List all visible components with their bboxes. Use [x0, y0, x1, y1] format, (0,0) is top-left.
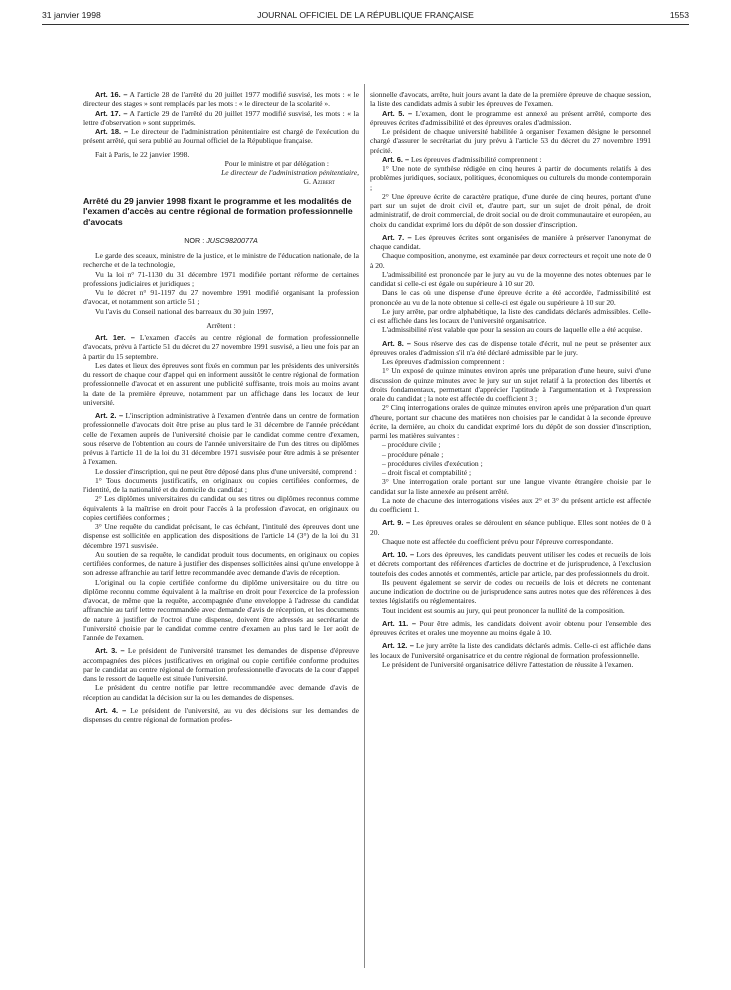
article-7-para-3: L'admissibilité est prononcée par le jury au vu de la moyenne des notes obtenues par le candidat si celle-ci est égale ou supérieure à 10 sur 20.: [370, 269, 651, 288]
article-7-para-5: Le jury arrête, par ordre alphabétique, la liste des candidats déclarés admissibles. Celle-ci est affichée dans les locaux de l'université organisatrice.: [370, 306, 651, 325]
signer-title: Le directeur de l'administration pénitentiaire,: [221, 168, 359, 177]
article-2: Art. 2. – L'inscription administrative à l'examen d'entrée dans un centre de formation professionnelle d'avocats doit être prise au plus tard le 31 décembre de l'année précédant celle de l'examen auprès de l'université choisie par le candidat comme centre d'examen, sous réserve de l'obtention au cours de l'année universitaire de l'un des titres ou diplômes prévus à l'article 11 de la loi du 31 décembre 1971 susvisée pour être admis à se présenter à l'examen.: [83, 411, 359, 467]
article-9-para-2: Chaque note est affectée du coefficient prévu pour l'épreuve correspondante.: [382, 536, 614, 546]
nor-reference: NOR : JUSC9820077A: [184, 235, 258, 245]
article-10-para-2: Ils peuvent également se servir de codes ou recueils de lois et décrets ne contenant aucune indication de doctrine ou de jurisprudence sans autres notes que des références à des textes législatifs ou réglementaires.: [370, 577, 651, 606]
article-9: Art. 9. – Les épreuves orales se déroulent en séance publique. Elles sont notées de 0 à 20.: [370, 518, 652, 537]
article-1-para-2: Les dates et lieux des épreuves sont fixés en commun par les présidents des universités du ressort de chaque cour d'appel qui en informent aussitôt le centre régional de formation professionnelle d'avocat et en assurent une publicité suffisante, trois mois au moins avant la date de la première épreuve, notamment par un affichage dans les locaux de leur université.: [83, 360, 359, 407]
article-8-para-3: La note de chacune des interrogations visées aux 2° et 3° du présent article est affectée du coefficient 1.: [370, 495, 651, 514]
column-divider: [364, 84, 365, 968]
page-header: [42, 8, 689, 22]
article-10-para-3: Tout incident est soumis au jury, qui peut prononcer la nullité de la composition.: [382, 605, 625, 615]
article-6-item-1: 1° Une note de synthèse rédigée en cinq heures à partir de documents relatifs à des problèmes juridiques, sociaux, politiques, économiques ou culturels du monde contemporain ;: [370, 164, 651, 192]
article-5: Art. 5. – L'examen, dont le programme est annexé au présent arrêté, comporte des épreuves écrites d'admissibilité et des épreuves orales d'admission.: [370, 108, 651, 127]
header-page-number: 1553: [669, 10, 689, 20]
list-item: – procédures civiles d'exécution ;: [382, 458, 483, 468]
article-2-item-3: 3° Une requête du candidat précisant, le cas échéant, l'intitulé des épreuves dont une dispense est sollicitée en application des dispositions de l'article 14 (3°) de la loi du 31 décembre 1971 susvisée.: [83, 522, 359, 550]
article-7: Art. 7. – Les épreuves écrites sont organisées de manière à préserver l'anonymat de chaque candidat.: [370, 232, 651, 251]
article-4-continued: sionnelle d'avocats, arrête, huit jours avant la date de la première épreuve de chaque session, la liste des candidats admis à subir les épreuves de l'examen.: [370, 90, 651, 109]
article-2-item-2: 2° Les diplômes universitaires du candidat ou ses titres ou diplômes reconnus comme équivalents à la maîtrise en droit pour l'accès à la profession d'avocat, en originaux ou copies certifiées conformes ;: [83, 494, 359, 522]
article-1: Art. 1er. – L'examen d'accès au centre régional de formation professionnelle d'avocats, prévu à l'article 51 du décret du 27 novembre 1991 susvisé, a lieu une fois par an à partir du 15 septembre.: [83, 333, 360, 361]
article-2-para-3: Au soutien de sa requête, le candidat produit tous documents, en originaux ou copies certifiées conformes, de nature à justifier des dispenses sollicitées ainsi qu'une enveloppe à son adresse affranchie au tarif lettre recommandée avec demande d'avis de réception.: [83, 549, 359, 578]
visa-3: Vu l'avis du Conseil national des barreaux du 30 juin 1997,: [95, 306, 274, 316]
article-10: Art. 10. – Lors des épreuves, les candidats peuvent utiliser les codes et recueils de lois et décrets comportant des références d'articles de doctrine et de jurisprudence, à l'exclusion toutefois des codes annotés et commentés, article par article, par des professionnels du droit.: [370, 550, 651, 578]
article-4: Art. 4. – Le président de l'université, au vu des décisions sur les demandes de dispenses du centre régional de formation profes-: [83, 705, 360, 725]
left-column: [83, 90, 359, 724]
list-item: – droit fiscal et comptabilité ;: [382, 468, 472, 477]
article-18: Art. 18. – Le directeur de l'administration pénitentiaire est chargé de l'exécution du présent arrêté, qui sera publié au Journal officiel de la République française.: [83, 127, 359, 146]
article-3-para-2: Le président du centre notifie par lettre recommandée avec demande d'avis de réception au candidat la décision sur la ou les demandes de dispenses.: [83, 683, 359, 702]
article-8-item-2: 2° Cinq interrogations orales de quinze minutes environ après une préparation d'un quart d'heure, portant sur chacune des matières non choisies par le candidat à la seconde épreuve écrite, la dernière, au choix du candidat exprimé lors du dépôt de son dossier d'inscription, parmi les matières suivantes :: [370, 403, 651, 440]
header-rule: [42, 24, 689, 25]
article-12-para-2: Le président de l'université organisatrice délivre l'attestation de réussite à l'examen.: [382, 659, 634, 669]
delegation-line: Pour le ministre et par délégation :: [224, 158, 329, 168]
fait-a-paris: Fait à Paris, le 22 janvier 1998.: [95, 149, 190, 159]
article-6: Art. 6. – Les épreuves d'admissibilité comprennent :: [382, 154, 542, 164]
article-8: Art. 8. – Sous réserve des cas de dispense totale d'écrit, nul ne peut se présenter aux épreuves orales d'admission s'il n'a été déclaré admissible par le jury.: [370, 338, 652, 357]
article-2-item-1: 1° Tous documents justificatifs, en originaux ou copies certifiées conformes, de l'identité, de la nationalité et du domicile du candidat ;: [83, 475, 359, 495]
article-7-para-4: Dans le cas où une dispense d'une épreuve écrite a été accordée, l'admissibilité est prononcée au vu de la note obtenue si celle-ci est égale ou supérieure à 10 sur 20.: [370, 288, 651, 307]
signer-name: G. Azibert: [303, 177, 335, 187]
article-8-para-2: Les épreuves d'admission comprennent :: [382, 357, 505, 366]
article-2-para-2: Le dossier d'inscription, qui ne peut être déposé dans plus d'une université, comprend :: [95, 466, 357, 476]
visa-2: Vu le décret n° 91-1197 du 27 novembre 1991 modifié organisant la profession d'avocat, et notamment son article 51 ;: [83, 288, 359, 307]
list-item: – procédure pénale ;: [382, 449, 444, 459]
list-item: – procédure civile ;: [382, 440, 441, 450]
article-2-para-4: L'original ou la copie certifiée conforme du diplôme universitaire ou du titre ou diplôme reconnu comme équivalent à la maîtrise en droit pour l'exercice de la profession d'avocat, de même que la requête, accompagnée d'une enveloppe à l'adresse du candidat affranchie au tarif lettre recommandée avec demande d'avis de réception, et les documents de nature à justifier de l'octroi d'une dispense, doivent être adressés au secrétariat de l'université choisie par le candidat comme centre d'examen au plus tard le 1er août de l'année de l'examen.: [83, 577, 359, 643]
article-7-para-6: L'admissibilité n'est valable que pour la session au cours de laquelle elle a été acquise.: [382, 325, 643, 335]
article-6-item-2: 2° Une épreuve écrite de caractère pratique, d'une durée de cinq heures, portant d'une part sur un sujet de droit civil et, d'autre part, sur un sujet de droit pénal, de droit administratif, de droit commercial, de droit social ou de droit communautaire et européen, au choix du candidat exprimé lors du dépôt de son dossier d'inscription.: [370, 191, 651, 229]
article-8-item-3: 3° Une interrogation orale portant sur une langue vivante étrangère choisie par le candidat sur la liste annexée au présent arrêté.: [370, 477, 651, 496]
article-3: Art. 3. – Le président de l'université transmet les demandes de dispense d'épreuve accompagnées des pièces justificatives en original ou copie certifiée conforme produites par le candidat au centre régional de formation professionnelle d'avocats de la cour d'appel dans le ressort de laquelle est située l'université.: [83, 646, 359, 684]
article-11: Art. 11. – Pour être admis, les candidats doivent avoir obtenu pour l'ensemble des épreuves écrites et orales une moyenne au moins égale à 10.: [370, 618, 652, 637]
arretent: Arrêtent :: [206, 320, 236, 330]
visa-1: Vu la loi n° 71-1130 du 31 décembre 1971 modifiée portant réforme de certaines professions judiciaires et juridiques ;: [83, 269, 359, 288]
decree-title: Arrêté du 29 janvier 1998 fixant le programme et les modalités de l'examen d'accès au centre régional de formation professionnelle d'avocats: [83, 195, 353, 227]
article-5-para-2: Le président de chaque université habilitée à organiser l'examen désigne le personnel chargé d'assurer le secrétariat du jury prévu à l'article 53 du décret du 27 novembre 1991 précité.: [370, 127, 651, 155]
preamble: Le garde des sceaux, ministre de la justice, et le ministre de l'éducation nationale, de la recherche et de la technologie,: [83, 251, 359, 270]
header-date: 31 janvier 1998: [42, 10, 101, 20]
article-16: Art. 16. – A l'article 28 de l'arrêté du 20 juillet 1977 modifié susvisé, les mots : « le directeur des stages » sont remplacés par les mots : « le directeur de la scolarité ».: [83, 90, 359, 109]
article-8-item-1: 1° Un exposé de quinze minutes environ après une préparation d'une heure, suivi d'une discussion de quinze minutes avec le jury sur un sujet relatif à la protection des libertés et droits fondamentaux, permettant d'apprécier l'aptitude à l'argumentation et à l'expression orale du candidat ; la note est affectée du coefficient 3 ;: [370, 366, 651, 403]
article-7-para-2: Chaque composition, anonyme, est examinée par deux correcteurs et reçoit une note de 0 à 20.: [370, 251, 651, 270]
right-column: [370, 90, 651, 669]
header-journal-title: JOURNAL OFFICIEL DE LA RÉPUBLIQUE FRANÇAISE: [257, 10, 474, 20]
article-17: Art. 17. – A l'article 29 de l'arrêté du 20 juillet 1977 modifié susvisé, les mots : « la lettre d'observation » sont supprimés.: [83, 108, 359, 127]
article-12: Art. 12. – Le jury arrête la liste des candidats déclarés admis. Celle-ci est affichée dans les locaux de l'université organisatrice et du centre régional de formation professionnelle.: [370, 641, 651, 660]
